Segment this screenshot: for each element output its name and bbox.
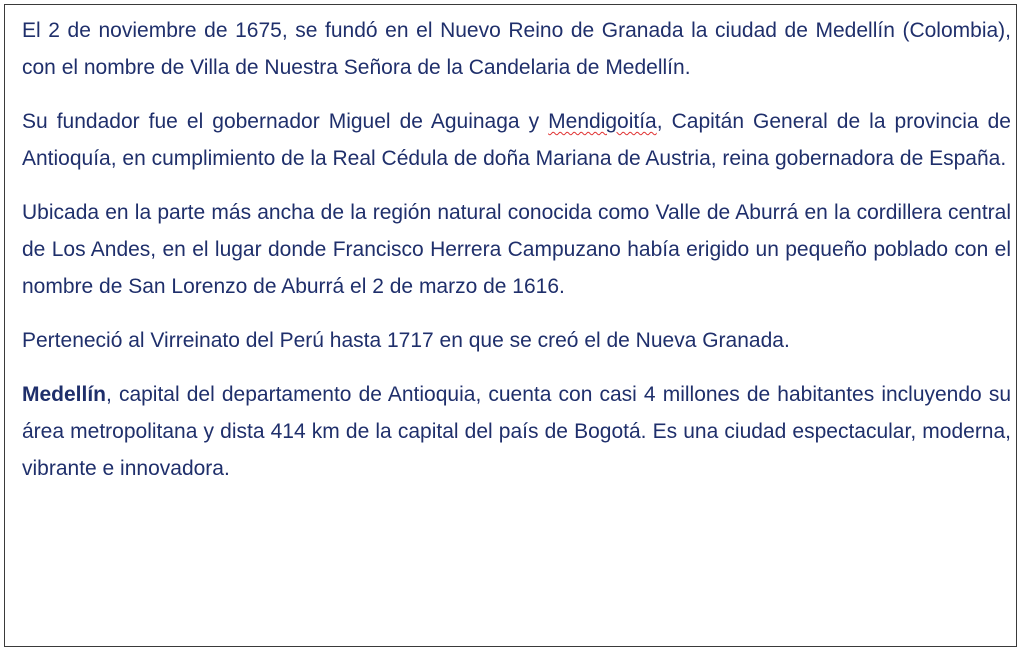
document-body[interactable]: [22, 12, 1011, 487]
paragraph-location: [22, 194, 1011, 305]
paragraph-founder: [22, 103, 1011, 177]
document-frame: [4, 4, 1017, 647]
spellcheck-flagged-word[interactable]: Mendigoitía: [548, 110, 657, 133]
paragraph-founder-text-end: , Capitán General de la provincia de Antioquía, en cumplimiento de la Real Cédula de doña Mariana de Austria, reina gobernadora de España.: [22, 110, 1011, 170]
paragraph-founding: [22, 12, 1011, 86]
paragraph-capital-bold-lead: Medellín: [22, 383, 107, 406]
paragraph-viceroyalty: [22, 322, 1011, 359]
paragraph-capital: [22, 376, 1011, 487]
paragraph-location-text: Ubicada en la parte más ancha de la región natural conocida como Valle de Aburrá en la cordillera central de Los Andes, en el lugar donde Francisco Herrera Campuzano había erigido un pequeño poblado con el nombre de San Lorenzo de Aburrá el 2 de marzo de 1616.: [22, 201, 1011, 298]
paragraph-founder-text-start: Su fundador fue el gobernador Miguel de Aguinaga y: [22, 110, 549, 133]
paragraph-capital-text: , capital del departamento de Antioquia, cuenta con casi 4 millones de habitantes incluyendo su área metropolitana y dista 414 km de la capital del país de Bogotá. Es una ciudad espectacular, moderna, vibrante e innovadora.: [22, 383, 1011, 480]
paragraph-founding-text: El 2 de noviembre de 1675, se fundó en el Nuevo Reino de Granada la ciudad de Medellín (Colombia), con el nombre de Villa de Nuestra Señora de la Candelaria de Medellín.: [22, 19, 1011, 79]
paragraph-viceroyalty-text: Perteneció al Virreinato del Perú hasta 1717 en que se creó el de Nueva Granada.: [22, 329, 790, 352]
